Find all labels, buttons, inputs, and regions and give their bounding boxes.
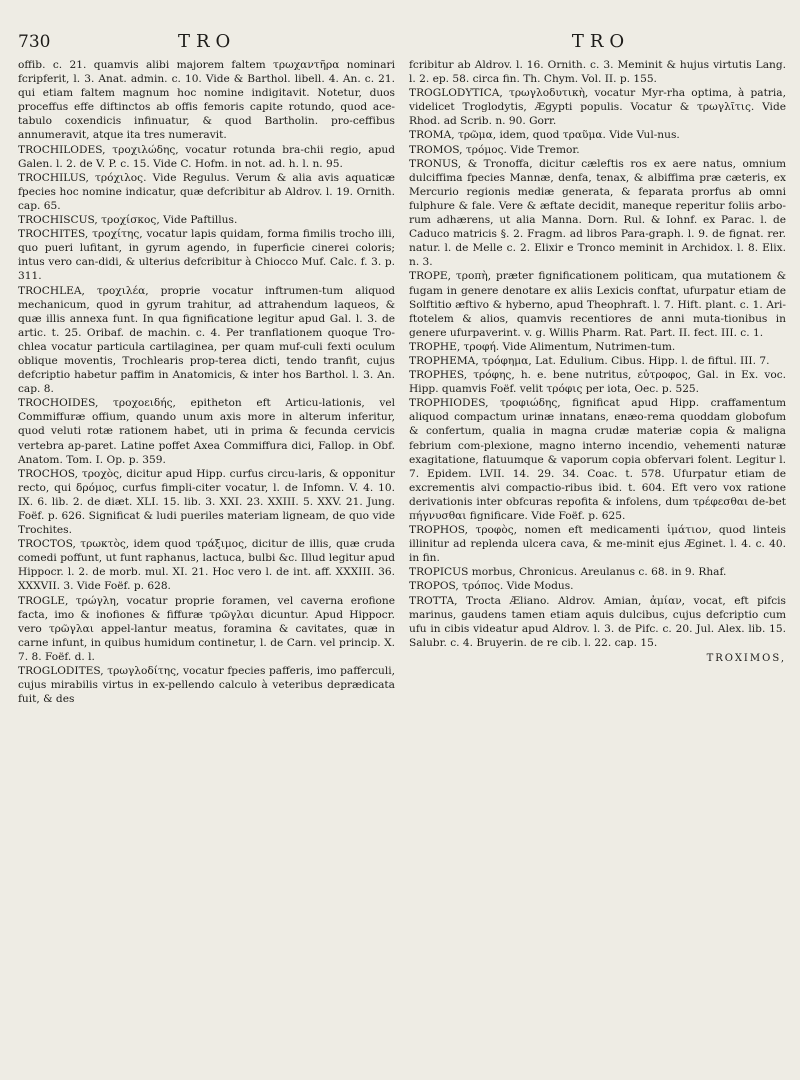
entry: offib. c. 21. quamvis alibi majorem faltem τρωχαντῆρα nominari fcripferit, l. 3. Anat. admin. c. 10. Vide & Barthol. libell. 4. An. c. 21. qui etiam faltem magnum hoc nomine indigitavit. Notetur, duos proceffus effe diftinctos ab offis femoris capite rotundo, quod ace-tabulo coxendicis infinuatur, & quod Bartholin. pro-ceffibus annumeravit, atque ita tres numeravit. bbox=[18, 59, 395, 142]
page-number: 730 bbox=[18, 32, 51, 52]
catchword: TROXIMOS, bbox=[706, 652, 786, 664]
entry: TROGLODITES, τρωγλοδίτης, vocatur fpecies pafferis, imo pafferculi, cujus mirabilis virtus in ex-pellendo calculo à veteribus deprædicata fuit, & des bbox=[18, 665, 395, 706]
right-column bbox=[409, 58, 786, 706]
entry: TROPHOS, τροφὸς, nomen eft medicamenti ἱμάτιον, quod linteis illinitur ad replenda ulcera cava, & me-minit ejus Æginet. l. 4. c. 40. in fin. bbox=[409, 524, 786, 565]
entry: TROPHE, τροφή. Vide Alimentum, Nutrimen-tum. bbox=[409, 340, 676, 353]
header-left bbox=[18, 31, 408, 52]
entry: TROCHOIDES, τροχοειδής, epitheton eft Articu-lationis, vel Commiffuræ offium, quando unum axis more in alterum inferitur, quod veluti rotæ rationem habet, uti in prima & fecunda cervicis vertebra ap-paret. Latine poffet Axea Commiffura dici, Fallop. in Obf. Anatom. Tom. I. Op. p. 359. bbox=[18, 397, 395, 466]
entry: TROPHES, τρόφης, h. e. bene nutritus, εὐτροφος, Gal. in Ex. voc. Hipp. quamvis Foëf. velit τρόφις per iota, Oec. p. 525. bbox=[409, 369, 786, 396]
entry: TROGLE, τρώγλη, vocatur proprie foramen, vel caverna erofione facta, imo & inofiones & fiffuræ τρῶγλαι dicuntur. Apud Hippocr. vero τρῶγλαι appel-lantur meatus, foramina & cavitates, quæ in carne infunt, in quibus humidum continetur, l. de Carn. vel princip. X. 7. 8. Foëf. d. l. bbox=[18, 594, 395, 663]
entry: TROCHISCUS, τροχίσκος, Vide Paftillus. bbox=[18, 214, 238, 227]
entry: TROTTA, Trocta Æliano. Aldrov. Amian, ἀμίαν, vocat, eft pifcis marinus, gaudens tamen etiam aquis dulcibus, cujus defcriptio cum ufu in cibis videatur apud Aldrov. l. 3. de Pifc. c. 20. Jul. Alex. lib. 15. Salubr. c. 4. Bruyerin. de re cib. l. 22. cap. 15. bbox=[409, 594, 786, 649]
entry: TROGLODYTICA, τρωγλοδυτικὴ, vocatur Myr-rha optima, à patria, videlicet Troglodytis, Ægypti populis. Vocatur & τρωγλῖτις. Vide Rhod. ad Scrib. n. 90. Gorr. bbox=[409, 87, 786, 128]
entry: TROPHEMA, τρόφημα, Lat. Edulium. Cibus. Hipp. l. de fiftul. III. 7. bbox=[409, 354, 770, 367]
running-header bbox=[18, 18, 786, 52]
entry: TROMA, τρῶμα, idem, quod τραῦμα. Vide Vul-nus. bbox=[409, 129, 680, 142]
running-head-left: TRO bbox=[178, 31, 237, 52]
entry: TROCHILUS, τρόχιλος. Vide Regulus. Verum & alia avis aquaticæ fpecies hoc nomine indicatur, quæ defcribitur ab Aldrov. l. 19. Ornith. cap. 65. bbox=[18, 171, 395, 212]
entry: TROMOS, τρόμος. Vide Tremor. bbox=[409, 143, 580, 156]
entry: TROCHILODES, τροχιλώδης, vocatur rotunda bra-chii regio, apud Galen. l. 2. de V. P. c. 15. Vide C. Hofm. in not. ad. h. l. n. 95. bbox=[18, 143, 395, 170]
entry: TROPOS, τρόπος. Vide Modus. bbox=[409, 580, 574, 593]
header-right bbox=[416, 31, 786, 52]
entry: TROPICUS morbus, Chronicus. Areulanus c. 68. in 9. Rhaf. bbox=[409, 566, 727, 579]
running-head-right: TRO bbox=[571, 31, 631, 52]
left-column bbox=[18, 58, 395, 706]
entry: TROCHLEA, τροχιλέα, proprie vocatur inftrumen-tum aliquod mechanicum, quod in gyrum trahitur, ad attrahendum laqueos, & quæ illis annexa funt. In qua fignificatione legitur apud Gal. l. 3. de artic. t. 25. Oribaf. de machin. c. 4. Per tranflationem quoque Tro-chlea vocatur particula cartilaginea, per quam muf-culi fexti oculum oblique moventis, Trochlearis prop-terea dicti, tendo tranfit, cujus defcriptio habetur paffim in Anatomicis, & inter hos Barthol. l. 3. An. cap. 8. bbox=[18, 284, 395, 396]
entry: TROCHOS, τροχὸς, dicitur apud Hipp. curfus circu-laris, & opponitur recto, qui δρόμος, curfus fimpli-citer vocatur, l. de Infomn. V. 4. 10. IX. 6. lib. 2. de diæt. XLI. 15. lib. 3. XXI. 23. XXIII. 5. XXV. 21. Jung. Foëf. p. 626. Significat & ludi pueriles materiam ligneam, de quo vide Trochites. bbox=[18, 467, 395, 537]
entry: TROPHIODES, τροφιώδης, fignificat apud Hipp. craffamentum aliquod compactum urinæ innatans, enæo-rema quoddam globofum & confertum, qualia in magna crudæ materiæ copia & maligna febrium com-plexione, magno interno incendio, vehementi naturæ exagitatione, flatuumque & vaporum copia obfervari folent. Legitur l. 7. Epidem. LVII. 14. 29. 34. Coac. t. 578. Ufurpatur etiam de excrementis alvi compactio-ribus ibid. t. 604. Eft vero vox ratione derivationis inter obfcuras repofita & infolens, dum τρέφεσθαι de-bet πήγνυσθαι fignificare. Vide Foëf. p. 625. bbox=[409, 397, 786, 522]
entry: TROCHITES, τροχίτης, vocatur lapis quidam, forma fimilis trocho illi, quo pueri lufitant, in gyrum agendo, in fuperficie cinerei coloris; intus vero can-didi, & ulterius defcribitur à Chiocco Muf. Calc. f. 3. p. 311. bbox=[18, 228, 395, 283]
text-columns bbox=[18, 58, 786, 706]
entry: TROCTOS, τρωκτὸς, idem quod τράξιμος, dicitur de illis, quæ cruda comedi poffunt, ut funt raphanus, lactuca, bulbi &c. Illud legitur apud Hippocr. l. 2. de morb. mul. XI. 21. Hoc vero l. de int. aff. XXXIII. 36. XXXVII. 3. Vide Foëf. p. 628. bbox=[18, 538, 395, 593]
entry: TRONUS, & Tronoffa, dicitur cæleftis ros ex aere natus, omnium dulciffima fpecies Mannæ, denfa, tenax, & albiffima præ cæteris, ex Mercurio regionis mediæ generata, & feparata prorfus ab omni fulphure & fale. Vere & æftate decidit, maneque reperitur foliis arbo-rum adhærens, ut alia Manna. Dorn. Rul. & Iohnf. ex Parac. l. de Caduco matricis §. 2. Fragm. ad libros Para-graph. l. 9. de fignat. rer. natur. l. de Melle c. 2. Elixir e Tronco meminit in Archidox. l. 8. Elix. n. 3. bbox=[409, 157, 786, 269]
entry: fcribitur ab Aldrov. l. 16. Ornith. c. 3. Meminit & hujus virtutis Lang. l. 2. ep. 58. circa fin. Th. Chym. Vol. II. p. 155. bbox=[409, 59, 786, 86]
entry: TROPE, τροπὴ, præter fignificationem politicam, qua mutationem & fugam in genere denotare ex aliis Lexicis conftat, ufurpatur etiam de Solftitio æftivo & hyberno, apud Theophraft. l. 7. Hift. plant. c. 1. Ari-ftotelem & alios, quamvis recentiores de anni muta-tionibus in genere ufurpaverint. v. g. Willis Pharm. Rat. Part. II. fect. III. c. 1. bbox=[409, 270, 786, 339]
